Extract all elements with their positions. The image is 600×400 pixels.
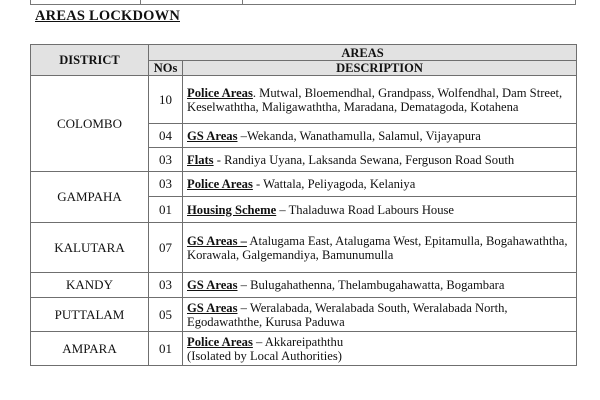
district-cell: AMPARA — [31, 332, 149, 366]
district-cell: PUTTALAM — [31, 298, 149, 332]
table-row — [31, 172, 577, 197]
separator: . — [252, 85, 260, 100]
area-type: Housing Scheme — [187, 202, 277, 217]
separator: - — [252, 177, 264, 191]
page-title: AREAS LOCKDOWN — [35, 8, 180, 24]
area-list: Wattala, Peliyagoda, Kelaniya — [263, 177, 416, 191]
area-list: Akkareipaththu — [264, 334, 344, 349]
table-row — [31, 76, 577, 124]
area-list: Mutwal, Bloemendhal, Grandpass, Wolfendhal, Dam Street, Keselwaththa, Maligawaththa, Maradana, Dematagoda, Kotahena — [187, 85, 563, 114]
areas-header: AREAS — [149, 45, 577, 61]
separator: – — [237, 278, 251, 292]
description-header: DESCRIPTION — [183, 61, 577, 76]
description-cell — [183, 76, 577, 124]
description-cell — [183, 332, 577, 366]
nos-cell: 04 — [149, 124, 183, 148]
district-header: DISTRICT — [31, 45, 149, 76]
area-list: Randiya Uyana, Laksanda Sewana, Ferguson Road South — [224, 152, 515, 167]
district-cell: GAMPAHA — [31, 172, 149, 223]
nos-cell: 10 — [149, 76, 183, 124]
area-type: GS Areas – — [187, 233, 247, 248]
description-cell — [183, 197, 577, 223]
area-type: Flats — [187, 152, 214, 167]
nos-cell: 03 — [149, 172, 183, 197]
nos-cell: 03 — [149, 148, 183, 172]
table-row — [31, 223, 577, 273]
description-cell — [183, 298, 577, 332]
area-type: GS Areas — [187, 300, 238, 315]
area-type: Police Areas — [187, 334, 253, 349]
area-list: Thaladuwa Road Labours House — [288, 202, 455, 217]
table-row — [31, 298, 577, 332]
lockdown-table — [30, 44, 577, 366]
nos-cell: 01 — [149, 332, 183, 366]
table-row — [31, 273, 577, 298]
top-table-edge — [30, 0, 576, 5]
table-row — [31, 332, 577, 366]
district-cell: KALUTARA — [31, 223, 149, 273]
nos-cell: 01 — [149, 197, 183, 223]
area-type: GS Areas — [187, 128, 238, 143]
description-cell — [183, 124, 577, 148]
area-type: Police Areas — [187, 85, 253, 100]
isolation-note: (Isolated by Local Authorities) — [187, 348, 342, 363]
separator: - — [213, 152, 225, 167]
description-cell — [183, 223, 577, 273]
separator: – — [276, 202, 289, 217]
description-cell — [183, 273, 577, 298]
district-cell: COLOMBO — [31, 76, 149, 172]
nos-cell: 03 — [149, 273, 183, 298]
nos-cell: 07 — [149, 223, 183, 273]
area-type: Police Areas — [187, 177, 253, 191]
district-cell: KANDY — [31, 273, 149, 298]
area-list: Atalugama East, Atalugama West, Epitamulla, Bogahawaththa, Korawala, Galgemandiya, Bamunumulla — [187, 233, 568, 262]
description-cell — [183, 148, 577, 172]
separator: – — [252, 334, 265, 349]
area-type: GS Areas — [187, 278, 238, 292]
separator: – — [237, 300, 250, 315]
area-list: Weralabada, Weralabada South, Weralabada North, Egodawaththe, Kurusa Paduwa — [187, 300, 508, 329]
area-list: Bulugahathenna, Thelambugahawatta, Bogambara — [250, 278, 505, 292]
nos-cell: 05 — [149, 298, 183, 332]
area-list: Wekanda, Wanathamulla, Salamul, Vijayapura — [246, 128, 481, 143]
separator: – — [237, 128, 247, 143]
description-cell — [183, 172, 577, 197]
nos-header: NOs — [149, 61, 183, 76]
